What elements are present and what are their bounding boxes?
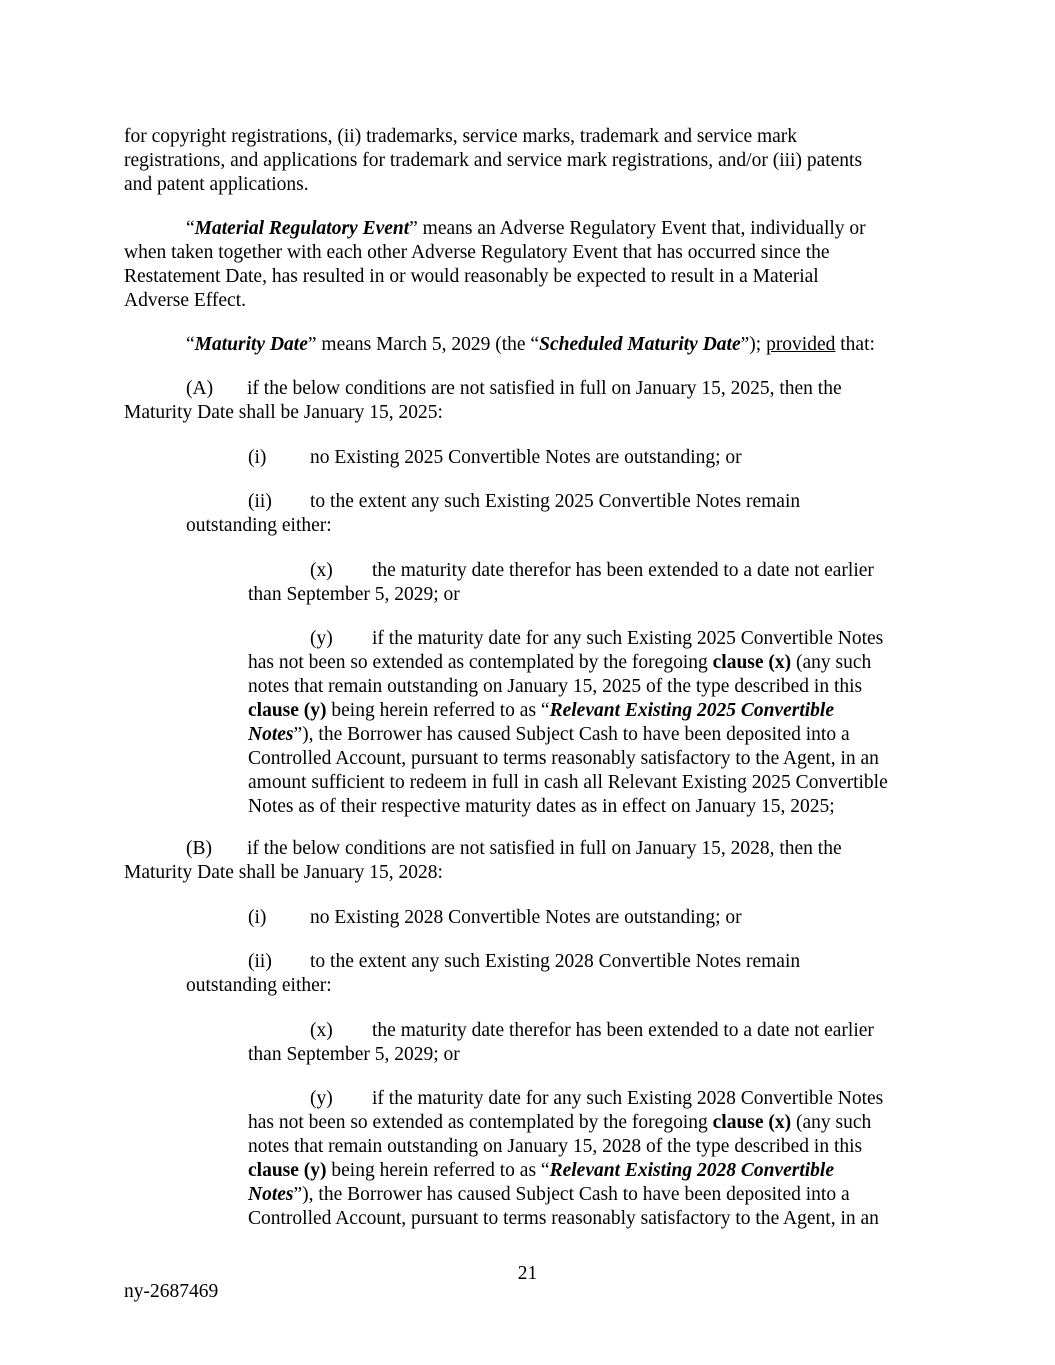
text-line	[248, 1087, 938, 1111]
bold-reference: clause (y)	[248, 1160, 327, 1181]
text-run: has not been so extended as contemplated by the foregoing	[248, 652, 713, 673]
clause-label: (ii)	[248, 491, 272, 512]
clause-b-i	[248, 906, 938, 930]
text-line	[248, 446, 938, 470]
clause-a-x	[248, 559, 938, 607]
defined-term: Notes	[248, 1184, 294, 1205]
text-line	[186, 490, 938, 514]
text-line	[124, 377, 934, 401]
text-run: ” means an Adverse Regulatory Event that, individually or	[409, 218, 866, 239]
text-line	[248, 1159, 938, 1183]
clause-b	[124, 837, 934, 885]
text-line: outstanding either:	[186, 515, 332, 536]
text-line	[248, 906, 938, 930]
underlined-word: provided	[766, 334, 836, 355]
clause-label: (y)	[310, 628, 333, 649]
clause-label: (i)	[248, 907, 267, 928]
text-run: being herein referred to as “	[326, 1160, 550, 1181]
text-line: Maturity Date shall be January 15, 2025:	[124, 402, 443, 423]
clause-a	[124, 377, 934, 425]
text-run: if the below conditions are not satisfied in full on January 15, 2028, then the	[247, 838, 842, 859]
bold-reference: clause (x)	[712, 652, 792, 673]
quote-mark: “	[186, 334, 195, 355]
text-line: Maturity Date shall be January 15, 2028:	[124, 862, 443, 883]
text-line: Adverse Effect.	[124, 290, 246, 311]
text-line: Controlled Account, pursuant to terms reasonably satisfactory to the Agent, in an	[248, 1208, 879, 1229]
text-run: (any such	[791, 652, 872, 673]
clause-label: (B)	[186, 838, 212, 859]
text-run: ”);	[740, 334, 767, 355]
text-run: if the maturity date for any such Existing 2025 Convertible Notes	[372, 628, 884, 649]
defined-term: Material Regulatory Event	[194, 218, 410, 239]
clause-label: (ii)	[248, 951, 272, 972]
text-run: the maturity date therefor has been extended to a date not earlier	[372, 1020, 874, 1041]
text-line: registrations, and applications for trademark and service mark registrations, and/or (iii) patents	[124, 150, 863, 171]
text-run: that:	[835, 334, 875, 355]
clause-a-i	[248, 446, 938, 470]
text-run: if the below conditions are not satisfied in full on January 15, 2025, then the	[247, 378, 842, 399]
text-line	[248, 559, 938, 583]
text-line	[248, 1019, 938, 1043]
text-run: to the extent any such Existing 2025 Convertible Notes remain	[310, 491, 801, 512]
text-run: the maturity date therefor has been extended to a date not earlier	[372, 560, 874, 581]
text-line	[186, 950, 938, 974]
text-run: ”), the Borrower has caused Subject Cash to have been deposited into a	[293, 1184, 850, 1205]
text-line: Controlled Account, pursuant to terms reasonably satisfactory to the Agent, in an	[248, 748, 879, 769]
text-run: no Existing 2028 Convertible Notes are outstanding; or	[310, 907, 742, 928]
text-line	[248, 627, 938, 651]
text-line: than September 5, 2029; or	[248, 1044, 460, 1065]
text-line: notes that remain outstanding on January 15, 2025 of the type described in this	[248, 676, 863, 697]
text-line: outstanding either:	[186, 975, 332, 996]
text-run: to the extent any such Existing 2028 Convertible Notes remain	[310, 951, 801, 972]
quote-mark: “	[186, 218, 195, 239]
text-line	[248, 651, 938, 675]
text-line	[248, 1111, 938, 1135]
document-id: ny-2687469	[124, 1281, 219, 1302]
text-run: ”), the Borrower has caused Subject Cash to have been deposited into a	[293, 724, 850, 745]
page-number: 21	[517, 1263, 538, 1284]
clause-b-x	[248, 1019, 938, 1067]
bold-reference: clause (x)	[712, 1112, 792, 1133]
text-line	[124, 837, 934, 861]
text-line: amount sufficient to redeem in full in cash all Relevant Existing 2025 Convertible	[248, 772, 888, 793]
text-line: Restatement Date, has resulted in or would reasonably be expected to result in a Material	[124, 266, 819, 287]
text-run: no Existing 2025 Convertible Notes are outstanding; or	[310, 447, 742, 468]
text-line	[248, 723, 938, 747]
text-run: if the maturity date for any such Existing 2028 Convertible Notes	[372, 1088, 884, 1109]
text-line	[248, 699, 938, 723]
bold-reference: clause (y)	[248, 700, 327, 721]
clause-label: (i)	[248, 447, 267, 468]
defined-term: Notes	[248, 724, 294, 745]
text-run: (any such	[791, 1112, 872, 1133]
text-run: being herein referred to as “	[326, 700, 550, 721]
clause-label: (x)	[310, 560, 333, 581]
material-regulatory-event-definition	[124, 217, 934, 313]
text-run: ” means March 5, 2029 (the “	[307, 334, 540, 355]
text-line	[248, 1183, 938, 1207]
defined-term: Relevant Existing 2025 Convertible	[549, 700, 834, 721]
maturity-date-definition	[124, 333, 934, 357]
text-line: for copyright registrations, (ii) trademarks, service marks, trademark and service mark	[124, 126, 798, 147]
clause-label: (y)	[310, 1088, 333, 1109]
defined-term: Maturity Date	[194, 334, 308, 355]
defined-term: Scheduled Maturity Date	[539, 334, 741, 355]
defined-term: Relevant Existing 2028 Convertible	[549, 1160, 834, 1181]
text-line	[124, 333, 934, 357]
clause-a-y	[248, 627, 938, 819]
text-line: and patent applications.	[124, 174, 309, 195]
text-line: than September 5, 2029; or	[248, 584, 460, 605]
clause-b-y	[248, 1087, 938, 1231]
clause-label: (x)	[310, 1020, 333, 1041]
clause-a-ii	[186, 490, 938, 538]
text-line: notes that remain outstanding on January 15, 2028 of the type described in this	[248, 1136, 863, 1157]
intro-paragraph	[124, 125, 934, 197]
text-run: has not been so extended as contemplated by the foregoing	[248, 1112, 713, 1133]
text-line	[124, 217, 934, 241]
text-line: Notes as of their respective maturity dates as in effect on January 15, 2025;	[248, 796, 835, 817]
clause-label: (A)	[186, 378, 214, 399]
text-line: when taken together with each other Adverse Regulatory Event that has occurred since the	[124, 242, 830, 263]
clause-b-ii	[186, 950, 938, 998]
